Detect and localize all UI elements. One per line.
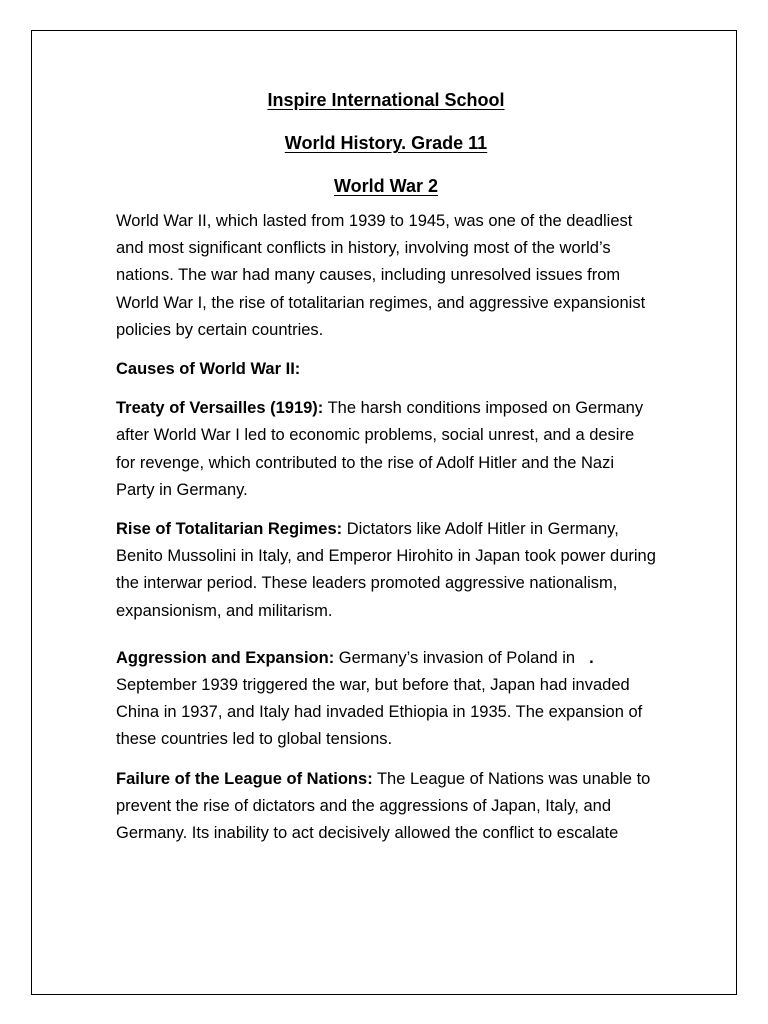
cause-paragraph-totalitarian: [116, 516, 656, 625]
document-body: [116, 86, 656, 859]
cause-text: The League of Nations was unable to prevent the rise of dictators and the aggressions of Japan, Italy, and Germany. Its inability to act decisively allowed the conflict to escalate: [116, 769, 651, 843]
cause-title: Aggression and Expansion:: [116, 648, 335, 667]
cause-title: Failure of the League of Nations:: [116, 769, 373, 788]
cause-title: Rise of Totalitarian Regimes:: [116, 520, 343, 539]
cause-text-continued: September 1939 triggered the war, but before that, Japan had invaded China in 1937, and Italy had invaded Ethiopia in 1935. The expansion of these countries led to global tensions.: [116, 676, 643, 749]
topic-title: World War 2: [333, 176, 438, 196]
cause-text: The harsh conditions imposed on Germany after World War I led to economic problems, social unrest, and a desire for revenge, which contributed to the rise of Adolf Hitler and the Nazi Party in Germany.: [116, 399, 644, 499]
cause-paragraph-versailles: [116, 395, 656, 504]
intro-paragraph: World War II, which lasted from 1939 to 1945, was one of the deadliest and most significant conflicts in history, involving most of the world’s nations. The war had many causes, including unresolved issues from World War I, the rise of totalitarian regimes, and aggressive expansionist policies by certain countries.: [116, 212, 646, 339]
cause-paragraph-league: [116, 766, 656, 848]
cause-paragraph-aggression: [116, 645, 656, 754]
course-title: World History. Grade 11: [284, 133, 488, 153]
causes-heading: Causes of World War II:: [116, 360, 301, 379]
cause-text: Dictators like Adolf Hitler in Germany, Benito Mussolini in Italy, and Emperor Hirohito in Japan took power during the interwar period. These leaders promoted aggressive nationalism, expansionism, and militarism.: [116, 520, 656, 620]
stray-mark: .: [589, 648, 594, 667]
cause-title: Treaty of Versailles (1919):: [116, 399, 324, 418]
cause-text: Germany’s invasion of Poland in: [334, 648, 576, 667]
school-name: Inspire International School: [267, 90, 505, 110]
